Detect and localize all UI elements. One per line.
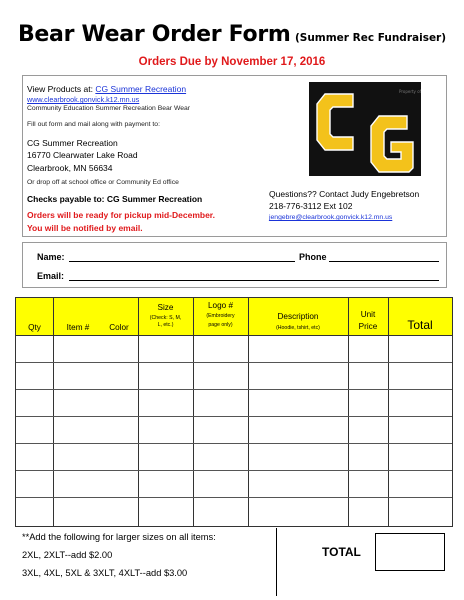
form-subtitle: (Summer Rec Fundraiser) — [294, 32, 447, 44]
table-row-divider — [16, 416, 452, 417]
header-unit: Unit — [360, 310, 376, 319]
larger-sizes-note: **Add the following for larger sizes on all items: — [22, 532, 216, 542]
header-description: Description — [277, 312, 319, 321]
surcharge-line-2: 3XL, 4XL, 5XL & 3XLT, 4XLT--add $3.00 — [22, 568, 188, 578]
website-link[interactable]: www.clearbrook.gonvick.k12.mn.us — [27, 95, 140, 104]
phone-label: Phone — [299, 252, 327, 262]
name-input-line[interactable] — [69, 261, 295, 262]
header-size-note-1: (Check: S, M, — [149, 315, 182, 321]
contact-email-link[interactable]: jengebre@clearbrook.gonvick.k12.mn.us — [269, 214, 393, 221]
column-divider — [388, 298, 389, 526]
table-row-divider — [16, 497, 452, 498]
table-row-divider — [16, 470, 452, 471]
email-label: Email: — [37, 271, 65, 281]
pickup-note: Orders will be ready for pickup mid-December. — [27, 210, 216, 220]
column-divider — [348, 298, 349, 526]
surcharge-line-1: 2XL, 2XLT--add $2.00 — [22, 550, 113, 560]
form-title: Bear Wear Order Form — [17, 22, 291, 47]
header-price: Price — [358, 322, 378, 331]
header-item: Item # — [66, 323, 90, 332]
footer-divider — [276, 528, 277, 596]
address-line-2: 16770 Clearwater Lake Road — [27, 150, 138, 160]
view-products-link[interactable]: CG Summer Recreation — [95, 84, 187, 94]
header-color: Color — [109, 323, 129, 332]
name-label: Name: — [37, 252, 65, 262]
due-date: Orders Due by November 17, 2016 — [138, 56, 326, 68]
header-logo: Logo # — [207, 301, 234, 310]
mail-instructions: Fill out form and mail along with payment to: — [27, 121, 160, 128]
column-divider — [193, 298, 194, 526]
cg-logo — [309, 82, 421, 176]
column-divider — [53, 298, 54, 526]
column-divider — [248, 298, 249, 526]
header-size-note-2: L, etc.) — [157, 322, 174, 328]
header-description-note: (Hoodie, tshirt, etc) — [276, 325, 320, 331]
checks-payable: Checks payable to: CG Summer Recreation — [27, 194, 203, 204]
header-qty: Qty — [28, 323, 41, 332]
logo-tag: Property of — [399, 89, 421, 94]
header-size: Size — [157, 303, 174, 312]
header-logo-note-2: page only) — [208, 322, 233, 328]
dropoff-note: Or drop off at school office or Community Ed office — [27, 179, 179, 186]
column-divider — [138, 298, 139, 526]
website-path: Community Education Summer Recreation Bear Wear — [27, 105, 191, 112]
table-row-divider — [16, 362, 452, 363]
form-title-row — [0, 22, 464, 47]
contact-phone: 218-776-3112 Ext 102 — [269, 201, 353, 211]
table-row-divider — [16, 443, 452, 444]
view-products-label: View Products at: — [27, 84, 93, 94]
total-input-box[interactable] — [375, 533, 445, 571]
header-total: Total — [407, 318, 433, 332]
address-line-1: CG Summer Recreation — [27, 138, 118, 148]
info-box — [22, 75, 447, 237]
email-input-line[interactable] — [69, 280, 439, 281]
cg-logo-graphic — [309, 82, 421, 176]
phone-input-line[interactable] — [329, 261, 439, 262]
table-row-divider — [16, 389, 452, 390]
questions-contact: Questions?? Contact Judy Engebretson — [269, 189, 420, 199]
header-logo-note-1: (Embroidery — [206, 313, 235, 319]
contact-fields-box — [22, 242, 447, 288]
view-products-line — [27, 84, 186, 94]
order-table — [15, 297, 453, 527]
total-label: TOTAL — [322, 545, 361, 559]
address-line-3: Clearbrook, MN 56634 — [27, 163, 113, 173]
notify-note: You will be notified by email. — [27, 223, 143, 233]
